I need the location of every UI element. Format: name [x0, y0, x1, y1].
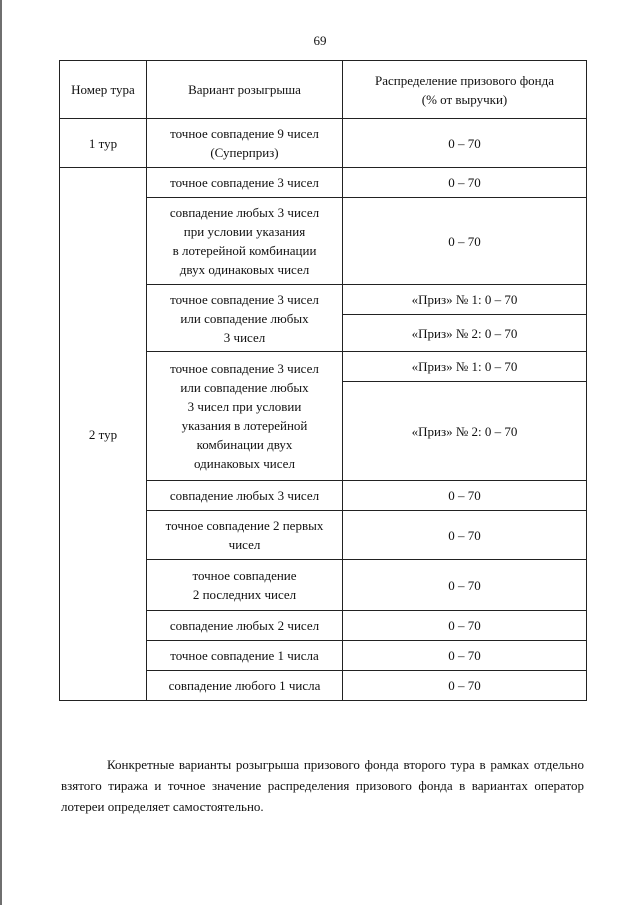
round1-variant-line2: (Суперприз) — [210, 145, 279, 160]
round2-variant-6 — [147, 511, 343, 560]
header-distribution-line1: Распределение призового фонда — [375, 72, 554, 88]
header-distribution-line2: (% от выручки) — [421, 91, 508, 107]
round2-variant-4 — [147, 352, 343, 481]
round1-label: 1 тур — [60, 119, 147, 168]
table-row — [60, 168, 587, 198]
variant-line: комбинации двух — [196, 437, 293, 452]
round2-prize2-3: «Приз» № 2: 0 – 70 — [343, 315, 587, 352]
variant-line: в лотерейной комбинации — [172, 243, 317, 258]
round2-variant-2 — [147, 198, 343, 285]
round2-variant-10: совпадение любого 1 числа — [147, 671, 343, 701]
round2-distribution-2: 0 – 70 — [343, 198, 587, 285]
table-row — [60, 119, 587, 168]
variant-line: или совпадение любых — [180, 380, 309, 395]
variant-line: при условии указания — [183, 224, 306, 239]
round2-variant-1: точное совпадение 3 чисел — [147, 168, 343, 198]
round2-variant-5: совпадение любых 3 чисел — [147, 481, 343, 511]
table-header-row — [60, 61, 587, 119]
round2-variant-7 — [147, 560, 343, 611]
round2-variant-9: точное совпадение 1 числа — [147, 641, 343, 671]
variant-line: точное совпадение — [192, 568, 297, 583]
variant-line: 2 последних чисел — [192, 587, 297, 602]
variant-line: или совпадение любых — [180, 310, 309, 326]
header-variant: Вариант розыгрыша — [147, 61, 343, 119]
variant-line: точное совпадение 3 чисел — [170, 361, 319, 376]
variant-line: точное совпадение 3 чисел — [170, 291, 319, 307]
round2-label: 2 тур — [60, 168, 147, 701]
round2-variant-3 — [147, 285, 343, 352]
scan-edge — [0, 0, 2, 905]
round1-variant-line1: точное совпадение 9 чисел — [170, 126, 319, 141]
round2-variant-8: совпадение любых 2 чисел — [147, 611, 343, 641]
round2-distribution-8: 0 – 70 — [343, 611, 587, 641]
header-round: Номер тура — [60, 61, 147, 119]
round2-distribution-1: 0 – 70 — [343, 168, 587, 198]
variant-line: чисел — [228, 537, 261, 552]
round1-distribution: 0 – 70 — [343, 119, 587, 168]
closing-paragraph: Конкретные варианты розыгрыша призового фонда второго тура в рамках отдельно взятого тиража и точное значение распределения призового фонда в вариантах оператор лотереи определяет самостоятельно. — [61, 757, 584, 814]
round2-distribution-5: 0 – 70 — [343, 481, 587, 511]
round2-prize1-3: «Приз» № 1: 0 – 70 — [343, 285, 587, 315]
round2-prize2-4: «Приз» № 2: 0 – 70 — [343, 382, 587, 481]
variant-line: 3 чисел — [223, 329, 266, 345]
round2-distribution-7: 0 – 70 — [343, 560, 587, 611]
round2-prize1-4: «Приз» № 1: 0 – 70 — [343, 352, 587, 382]
variant-line: двух одинаковых чисел — [179, 262, 310, 277]
round2-distribution-9: 0 – 70 — [343, 641, 587, 671]
variant-line: 3 чисел при условии — [187, 399, 302, 414]
round2-distribution-10: 0 – 70 — [343, 671, 587, 701]
header-distribution — [343, 61, 587, 119]
round2-distribution-6: 0 – 70 — [343, 511, 587, 560]
variant-line: совпадение любых 3 чисел — [169, 205, 320, 220]
variant-line: одинаковых чисел — [194, 456, 295, 471]
round1-variant — [147, 119, 343, 168]
page-number: 69 — [313, 33, 327, 48]
variant-line: указания в лотерейной — [181, 418, 308, 433]
variant-line: точное совпадение 2 первых — [165, 518, 324, 533]
prize-fund-table — [59, 60, 587, 701]
